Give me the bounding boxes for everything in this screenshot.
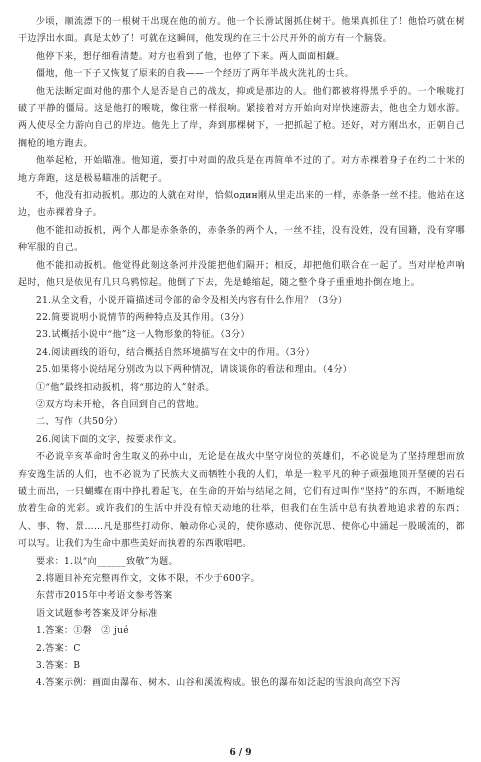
paragraph-24: 2.答案：C bbox=[36, 643, 81, 654]
document-body bbox=[18, 14, 465, 693]
paragraph-19: 要求：1.以“向______致敬”为题。 bbox=[36, 556, 178, 567]
paragraph-17: 26.阅读下面的文字，按要求作文。 bbox=[36, 434, 183, 445]
paragraph-12: 24.阅读画线的语句，结合概括自然环境描写在文中的作用。（3分） bbox=[36, 347, 315, 358]
paragraph-14: ①“他”最终扣动扳机，将“那边的人”射杀。 bbox=[36, 382, 215, 393]
paragraph-1: 少顷，顺流漂下的一根树干出现在他的前方。他一个长滑试图抓住树干。他果真抓住了！他恰巧就在树干边浮出水面。真是太妙了！可就在这瞬间，他发现约在三十公尺开外的前方有一个脑袋。 bbox=[18, 17, 465, 45]
paragraph-22: 语文试题参考答案及评分标准 bbox=[36, 608, 158, 619]
paragraph-7: 他不能扣动扳机，两个人都是赤条条的，赤条条的两个人，一丝不挂，没有没姓，没有国籍，没有穿哪种军服的自己。 bbox=[18, 225, 465, 254]
paragraph-5: 他举起枪，开始瞄准。他知道，要打中对面的敌兵是在再简单不过的了。对方赤裸着身子在约二十米的地方奔跑，这是极易瞄准的活靶子。 bbox=[18, 156, 465, 184]
paragraph-6: 不，他没有扣动扳机。那边的人就在对岸，恰似один刚从里走出来的一样，赤条条一丝不挂。他站在这边，也赤裸着身子。 bbox=[18, 191, 465, 219]
paragraph-18: 不必说辛亥革命时舍生取义的孙中山，无论是在战火中坚守岗位的英雄们，不必说是为了坚持理想而放弃安逸生活的人们，也不必说为了民族大义而牺牲小我的人们，单是一粒平凡的种子顽强地顶开坚硬的岩石破土而出，一只蝴蝶在雨中挣扎着起飞，在生命的开始与结尾之间，它们有过叫作“坚持”的东西，不断地绽放着生命的光彩。或许我们的生活中并没有惊天动地的壮举，但我们在生活中总有执着地追求着的东西；人、事、物、景……凡是那些打动你、触动你心灵的，使你感动、使你沉思、使你心中涌起一股暖流的，都可以写。让我们为生命中那些美好而执着的东西歌唱吧。 bbox=[18, 452, 465, 550]
paragraph-10: 22.简要说明小说情节的两种特点及其作用。（3分） bbox=[36, 312, 250, 323]
paragraph-16: 二、写作（共50分） bbox=[36, 417, 123, 428]
page-number: 6 / 9 bbox=[229, 748, 252, 758]
paragraph-8: 他不能扣动扳机。他觉得此刻这条河并没能把他们隔开；相反，却把他们联合在一起了。当对岸枪声响起时，他只是依见有几只乌鸦惊起。他倒了下去，先是蜷缩起，随之整个身子重重地扑倒在地上。 bbox=[18, 260, 465, 289]
paragraph-3: 僵地，他一下子又恢复了原来的自我——一个经历了两年半战火洗礼的士兵。 bbox=[36, 69, 354, 80]
paragraph-11: 23.试概括小说中“他”这一人物形象的特征。（3分） bbox=[36, 330, 250, 341]
paragraph-25: 3.答案：B bbox=[36, 661, 81, 672]
paragraph-20: 2.将题目补充完整再作文，文体不限，不少于600字。 bbox=[36, 574, 260, 584]
paragraph-26: 4.答案示例：画面由瀑布、树木、山谷和溪流构成。银色的瀑布如泛起的雪浪向高空下泻 bbox=[36, 678, 401, 689]
paragraph-13: 25.如果将小说结尾分别改为以下两种情况，请谈谈你的看法和理由。（4分） bbox=[36, 365, 353, 376]
paragraph-4: 他无法断定面对他的那个人是否是自己的战友，抑或是那边的人。他们都被将得黑乎乎的。一个喉咙打破了平静的僵局。这是他打的喉咙，像往常一样很响。紧接着对方开始向对岸快速游去，他也全力划水游。两人使尽全力游向自己的岸边。他先上了岸，奔到那棵树下，一把抓起了枪。还好，对方刚出水，正朝自己搁枪的地方跑去。 bbox=[18, 86, 465, 149]
paragraph-15: ②双方均未开枪，各自回到自己的营地。 bbox=[36, 399, 205, 410]
paragraph-21: 东营市2015年中考语文参考答案 bbox=[36, 591, 173, 602]
paragraph-2: 他停下来，想仔细看清楚。对方也看到了他，也停了下来。两人面面相觑。 bbox=[36, 51, 345, 62]
paragraph-9: 21.从全文看，小说开篇描述司令部的命令及相关内容有什么作用？（3分） bbox=[36, 295, 348, 306]
paragraph-23: 1.答案：①磐 ② jué bbox=[36, 626, 129, 637]
